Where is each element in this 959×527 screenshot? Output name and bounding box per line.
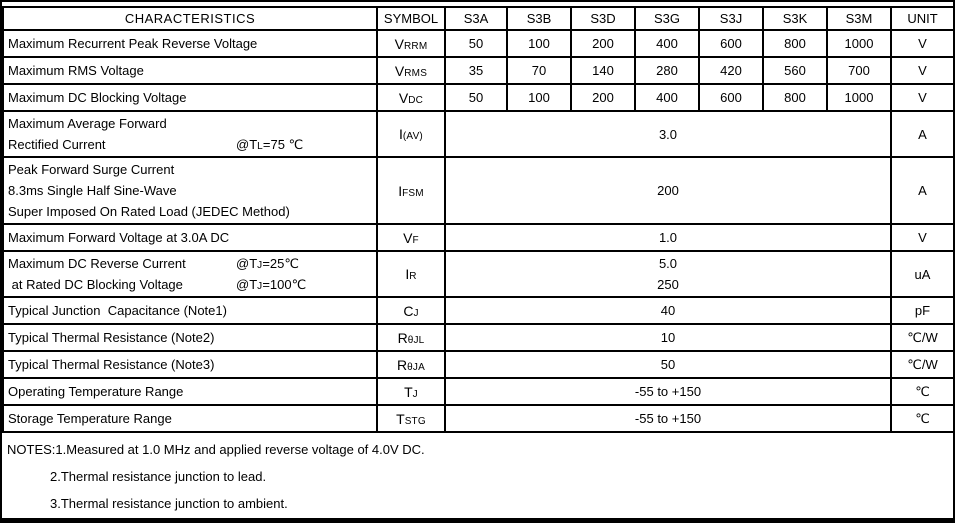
col-header-s3a: S3A <box>445 7 507 30</box>
symbol-text: T <box>404 383 413 400</box>
value-cell: 100 <box>507 30 571 57</box>
value-cell: 200 <box>571 30 635 57</box>
symbol-text: @T <box>236 256 258 271</box>
unit-cell: V <box>891 30 954 57</box>
table-row <box>3 57 954 84</box>
header-row <box>3 7 954 30</box>
value-cell: 800 <box>763 84 827 111</box>
characteristic-text: Maximum RMS Voltage <box>8 63 144 78</box>
characteristic-text: 8.3ms Single Half Sine-Wave <box>8 183 177 198</box>
symbol-subscript: FSM <box>402 187 424 199</box>
characteristic-cell <box>3 405 377 432</box>
value-cell: 100 <box>507 84 571 111</box>
characteristic-cell <box>3 224 377 251</box>
characteristic-cell <box>3 57 377 84</box>
value-line: 40 <box>660 303 676 318</box>
characteristic-cell <box>3 111 377 157</box>
symbol-text: =75 ℃ <box>262 137 304 152</box>
characteristic-cell <box>3 30 377 57</box>
symbol-subscript: F <box>412 234 419 246</box>
unit-cell: V <box>891 224 954 251</box>
value-cell: 800 <box>763 30 827 57</box>
symbol-text: V <box>398 89 409 106</box>
symbol-cell <box>377 157 445 224</box>
symbol-text: R <box>397 329 408 346</box>
condition-label <box>236 134 303 157</box>
symbol-cell <box>377 84 445 111</box>
symbol-cell <box>377 297 445 324</box>
value-cell-span <box>445 297 891 324</box>
characteristic-text: Maximum Average Forward <box>8 116 167 131</box>
symbol-text: I <box>398 182 403 199</box>
value-line: -55 to +150 <box>634 411 702 426</box>
value-cell: 1000 <box>827 84 891 111</box>
characteristic-line <box>8 32 376 55</box>
symbol-subscript: θJL <box>407 334 425 346</box>
table-row <box>3 30 954 57</box>
value-cell-span <box>445 251 891 297</box>
characteristic-text: at Rated DC Blocking Voltage <box>8 277 183 292</box>
characteristic-cell <box>3 297 377 324</box>
table-row <box>3 84 954 111</box>
col-header-unit: UNIT <box>891 7 954 30</box>
table-row <box>3 351 954 378</box>
characteristic-line <box>8 113 376 134</box>
value-line: -55 to +150 <box>634 384 702 399</box>
characteristic-line <box>8 159 376 180</box>
characteristic-text: Typical Thermal Resistance (Note2) <box>8 330 215 345</box>
symbol-cell <box>377 111 445 157</box>
unit-cell: V <box>891 84 954 111</box>
symbol-subscript: R <box>409 271 417 282</box>
symbol-cell <box>377 251 445 297</box>
characteristic-text: Super Imposed On Rated Load (JEDEC Method) <box>8 204 290 219</box>
value-cell: 50 <box>445 30 507 57</box>
characteristic-text: Rectified Current <box>8 137 106 152</box>
value-line: 250 <box>657 277 679 292</box>
characteristic-line <box>8 326 376 349</box>
value-cell-span <box>445 351 891 378</box>
symbol-subscript: (AV) <box>402 131 423 142</box>
characteristic-line <box>8 226 376 249</box>
table-row <box>3 224 954 251</box>
note-line-1: NOTES:1.Measured at 1.0 MHz and applied reverse voltage of 4.0V DC. <box>7 442 425 457</box>
col-header-s3d: S3D <box>571 7 635 30</box>
symbol-text: I <box>399 126 403 142</box>
value-cell-span <box>445 111 891 157</box>
characteristic-text: Storage Temperature Range <box>8 411 172 426</box>
value-cell: 35 <box>445 57 507 84</box>
value-cell: 420 <box>699 57 763 84</box>
symbol-text: @T <box>236 277 258 292</box>
value-cell: 600 <box>699 30 763 57</box>
value-cell-span <box>445 405 891 432</box>
value-cell-span <box>445 324 891 351</box>
unit-cell: ℃/W <box>891 324 954 351</box>
characteristic-line <box>8 59 376 82</box>
symbol-text: =25℃ <box>262 256 299 271</box>
symbol-text: V <box>403 229 413 246</box>
value-cell: 400 <box>635 30 699 57</box>
symbol-cell <box>377 324 445 351</box>
characteristic-line <box>8 380 376 403</box>
characteristic-line <box>8 86 376 109</box>
value-line: 5.0 <box>658 256 678 271</box>
value-cell: 1000 <box>827 30 891 57</box>
characteristic-cell <box>3 378 377 405</box>
col-header-s3g: S3G <box>635 7 699 30</box>
value-cell: 200 <box>571 84 635 111</box>
value-line: 10 <box>660 330 676 345</box>
symbol-subscript: J <box>257 260 263 271</box>
value-line: 50 <box>660 357 676 372</box>
unit-cell: ℃ <box>891 378 954 405</box>
value-cell: 70 <box>507 57 571 84</box>
unit-cell: pF <box>891 297 954 324</box>
value-cell: 50 <box>445 84 507 111</box>
value-cell-span <box>445 157 891 224</box>
table-row <box>3 157 954 224</box>
symbol-subscript: θJA <box>407 361 425 373</box>
symbol-subscript: J <box>257 281 263 292</box>
note-line-2: 2.Thermal resistance junction to lead. <box>50 469 267 484</box>
value-line: 1.0 <box>658 230 678 245</box>
value-line: 3.0 <box>658 126 678 142</box>
value-cell: 560 <box>763 57 827 84</box>
unit-cell: uA <box>891 251 954 297</box>
spec-table <box>2 6 955 433</box>
value-cell-span <box>445 378 891 405</box>
symbol-cell <box>377 405 445 432</box>
characteristic-cell <box>3 251 377 297</box>
symbol-subscript: RMS <box>404 67 428 79</box>
col-header-s3m: S3M <box>827 7 891 30</box>
col-header-s3j: S3J <box>699 7 763 30</box>
value-cell-span <box>445 224 891 251</box>
characteristic-line <box>8 299 376 322</box>
symbol-text: T <box>396 410 405 427</box>
symbol-cell <box>377 378 445 405</box>
table-row <box>3 378 954 405</box>
symbol-subscript: J <box>412 388 418 400</box>
characteristic-text: Typical Thermal Resistance (Note3) <box>8 357 215 372</box>
table-row <box>3 405 954 432</box>
table-row <box>3 111 954 157</box>
symbol-subscript: J <box>413 307 419 319</box>
table-row <box>3 251 954 297</box>
characteristic-cell <box>3 84 377 111</box>
unit-cell: ℃ <box>891 405 954 432</box>
characteristic-line <box>8 134 376 155</box>
characteristic-line <box>8 353 376 376</box>
characteristic-text: Typical Junction Capacitance (Note1) <box>8 303 227 318</box>
value-cell: 600 <box>699 84 763 111</box>
value-line: 200 <box>657 183 679 198</box>
value-cell: 700 <box>827 57 891 84</box>
spec-table-body <box>3 30 954 432</box>
characteristic-cell <box>3 157 377 224</box>
symbol-text: @T <box>236 137 258 152</box>
characteristic-cell <box>3 324 377 351</box>
characteristic-line <box>8 180 376 201</box>
symbol-text: C <box>403 302 414 319</box>
symbol-text: V <box>394 35 404 52</box>
characteristic-text: Maximum Recurrent Peak Reverse Voltage <box>8 36 258 51</box>
symbol-cell <box>377 30 445 57</box>
characteristic-text: Maximum DC Reverse Current <box>8 256 186 271</box>
note-line-3: 3.Thermal resistance junction to ambient. <box>50 496 288 511</box>
unit-cell: A <box>891 157 954 224</box>
characteristic-text: Operating Temperature Range <box>8 384 184 399</box>
unit-cell: A <box>891 111 954 157</box>
value-cell: 280 <box>635 57 699 84</box>
symbol-cell <box>377 351 445 378</box>
symbol-text: I <box>405 266 410 282</box>
symbol-subscript: RRM <box>403 40 428 52</box>
col-header-symbol: SYMBOL <box>377 7 445 30</box>
table-row <box>3 324 954 351</box>
col-header-characteristics: CHARACTERISTICS <box>3 7 377 30</box>
col-header-s3b: S3B <box>507 7 571 30</box>
characteristic-line <box>8 407 376 430</box>
symbol-subscript: L <box>257 141 263 152</box>
condition-label <box>236 274 306 297</box>
symbol-subscript: DC <box>408 94 424 106</box>
condition-label <box>236 253 299 276</box>
value-cell: 140 <box>571 57 635 84</box>
characteristic-text: Peak Forward Surge Current <box>8 162 175 177</box>
table-row <box>3 297 954 324</box>
unit-cell: ℃/W <box>891 351 954 378</box>
characteristic-line <box>8 253 376 274</box>
col-header-s3k: S3K <box>763 7 827 30</box>
symbol-text: =100℃ <box>262 277 307 292</box>
symbol-cell <box>377 224 445 251</box>
characteristic-line <box>8 201 376 222</box>
characteristic-cell <box>3 351 377 378</box>
characteristic-text: Maximum DC Blocking Voltage <box>8 90 187 105</box>
symbol-subscript: STG <box>404 415 426 427</box>
characteristic-text: Maximum Forward Voltage at 3.0A DC <box>8 230 230 245</box>
characteristic-line <box>8 274 376 295</box>
symbol-cell <box>377 57 445 84</box>
symbol-text: R <box>397 356 408 373</box>
value-cell: 400 <box>635 84 699 111</box>
symbol-text: V <box>394 62 405 79</box>
unit-cell: V <box>891 57 954 84</box>
notes-section <box>2 433 953 512</box>
